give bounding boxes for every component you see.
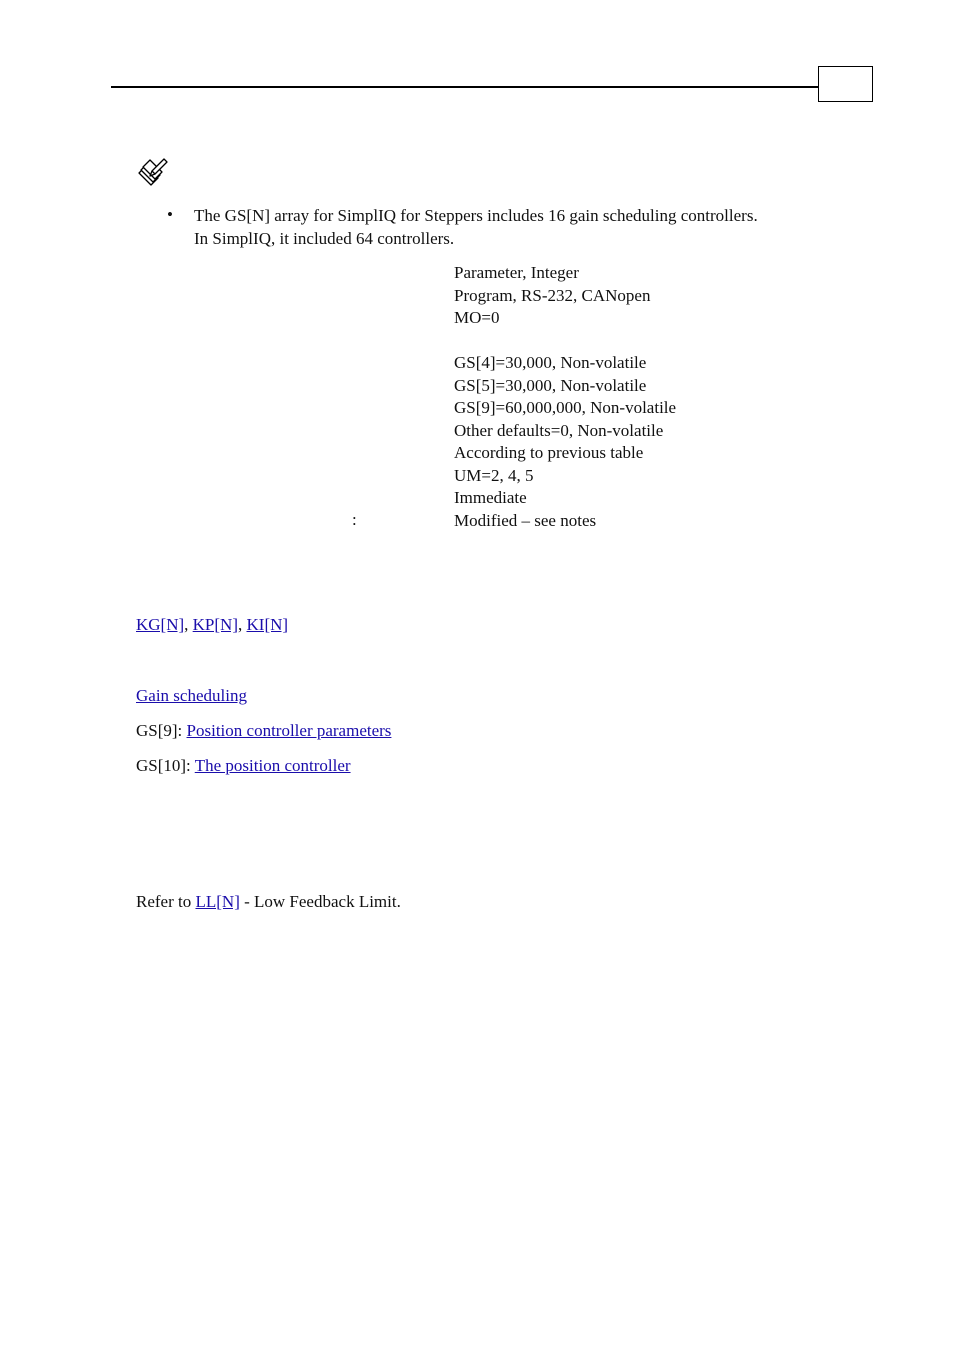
attributes-list <box>454 262 676 532</box>
attribute-activation: Immediate <box>454 488 527 507</box>
attribute-default-gs9: GS[9]=60,000,000, Non-volatile <box>454 398 677 417</box>
header-rule <box>111 86 819 88</box>
link-ki[interactable]: KI[N] <box>246 615 289 634</box>
ref-gs9 <box>136 720 391 742</box>
attribute-default-gs5: GS[5]=30,000, Non-volatile <box>454 375 647 395</box>
attribute-type: Parameter, Integer <box>454 263 579 282</box>
ref-gs10 <box>136 755 351 777</box>
ref-gain-scheduling <box>136 685 247 707</box>
attribute-source: Program, RS-232, CANopen <box>454 285 651 305</box>
link-the-position-controller[interactable]: The position controller <box>194 756 351 775</box>
attribute-compatibility: Modified – see notes <box>454 510 597 530</box>
gs10-prefix: GS[10]: <box>136 756 195 775</box>
hl-prefix: Refer to <box>136 892 196 911</box>
related-separator-2: , <box>238 615 247 634</box>
attribute-default-other: Other defaults=0, Non-volatile <box>454 420 664 440</box>
attribute-default-gs4: GS[4]=30,000, Non-volatile <box>454 353 647 372</box>
attribute-range: According to previous table <box>454 443 644 462</box>
link-kp[interactable]: KP[N] <box>192 615 238 634</box>
attribute-restrictions: MO=0 <box>454 308 500 327</box>
note-line-2: In SimplIQ, it included 64 controllers. <box>194 228 455 248</box>
note-pencil-icon <box>136 156 170 190</box>
related-separator-1: , <box>184 615 193 634</box>
attribute-blank <box>454 330 676 353</box>
link-gain-scheduling[interactable]: Gain scheduling <box>136 686 247 705</box>
note-bullet-text <box>194 205 834 250</box>
hl-suffix: - Low Feedback Limit. <box>239 892 401 911</box>
bullet-marker: • <box>167 205 173 224</box>
related-commands <box>136 614 288 636</box>
link-kg[interactable]: KG[N] <box>136 615 185 634</box>
attribute-unit-modes: UM=2, 4, 5 <box>454 465 534 485</box>
hl-reference <box>136 891 401 913</box>
page-number-box <box>818 66 873 102</box>
link-position-controller-parameters[interactable]: Position controller parameters <box>186 721 392 740</box>
compatibility-colon: : <box>352 510 357 529</box>
link-ll[interactable]: LL[N] <box>195 892 240 911</box>
note-line-1: The GS[N] array for SimplIQ for Steppers includes 16 gain scheduling controllers. <box>194 206 758 225</box>
gs9-prefix: GS[9]: <box>136 721 187 740</box>
